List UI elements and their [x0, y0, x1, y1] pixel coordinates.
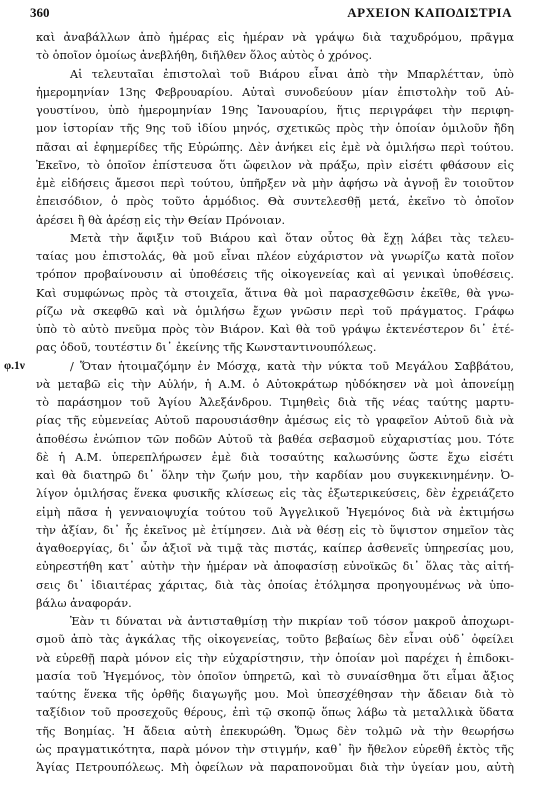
text-line: καὶ ἀναβάλλων ἀπὸ ἡμέρας εἰς ἡμέραν νὰ γράψω διὰ ταχυδρόμου, πρᾶγμα [36, 31, 514, 44]
page-header [30, 5, 512, 25]
running-title: ΑΡΧΕΙΟΝ ΚΑΠΟΔΙΣΤΡΙΑ [347, 5, 512, 20]
text-line: σμοῦ ἀπὸ τὰς ἀγκάλας τῆς οἰκογενείας, τοῦτο βεβαίως δὲν εἶναι οὐδ᾽ ὀφείλει [36, 633, 514, 647]
text-line: ταξίδιον τοῦ προσεχοῦς θέρους, ἐπὶ τῷ σκοπῷ ὅπως λάβω τὰ μεταλλικὰ ὕδατα [36, 706, 514, 720]
text-line: ρίας τῆς εὐμενείας Αὐτοῦ παρουσιάσθην ἀμέσως εἰς τὸ γραφεῖον Αὐτοῦ διὰ νὰ [36, 414, 514, 428]
text-line: ρας ὁδοῦ, τουτέστιν δι᾽ ἐκείνης τῆς Κωνσταντινουπόλεως. [36, 341, 377, 355]
text-line: λίγον ὁμιλήσας ἕνεκα φυσικῆς κλίσεως εἰς τὰς ἐξωτερικεύσεις, δὲν ἐχρειάζετο [36, 487, 514, 501]
text-line: Μετὰ τὴν ἄφιξιν τοῦ Βιάρου καὶ ὅταν οὗτος θὰ ἔχῃ λάβει τὰς τελευ- [70, 231, 514, 245]
text-line: τρόπον προβαίνουσιν αἱ ὑποθέσεις τῆς οἰκογενείας καὶ αἱ γενικαὶ ὑποθέσεις. [36, 268, 514, 282]
text-line: τὴν ἀξίαν, δι᾽ ἧς ἐκεῖνος μὲ ἐτίμησεν. Διὰ νὰ θέσῃ εἰς τὸ ὕψιστον σημεῖον τὰς [36, 523, 514, 537]
text-line: ρίζω νὰ σκεφθῶ καὶ νὰ ὁμιλήσω ἔχων γνῶσιν περὶ τοῦ πράγματος. Γράφω [36, 304, 514, 318]
text-line: Ἁγίας Πετρουπόλεως. Μὴ ὀφείλων νὰ παραπονοῦμαι διὰ τὴν ὑγείαν μου, αὐτὴ [36, 761, 514, 774]
text-line: ἡμερομηνίαν 13ης Φεβρουαρίου. Αὐταὶ συνοδεύουν μίαν ἐπιστολὴν τοῦ Αὐ- [36, 85, 514, 99]
text-line: ἐπεισόδιον, ὁ πρὸς τοῦτο ἁρμόδιος. Θὰ συντελεσθῇ μετά, ἐκεῖνο τὸ ὁποῖον [36, 195, 514, 209]
text-line: ἀγαθοεργίας, δι᾽ ὧν ἀξιοῖ νὰ τιμᾷ τὰς πιστάς, καίπερ ἀσθενεῖς ὑπηρεσίας μου, [36, 542, 514, 555]
text-line: μασία τοῦ Ἡγεμόνος, τὸν ὁποῖον ὑπηρετῶ, καὶ τὸ συναίσθημα ὅτι εἶμαι ἄξιος [36, 669, 514, 683]
text-line: δὲ ἡ Α.Μ. ὑπερεπλήρωσεν ἐμὲ διὰ τοσαύτης καλωσύνης ὥστε ἔχω εἰσέτι [36, 450, 514, 464]
text-line: σεις δι᾽ ἰδιαιτέρας χάριτας, διὰ τὰς ὁποίας ἐτόλμησα προηγουμένως νὰ ὑπο- [36, 578, 514, 592]
text-line: πᾶσαι αἱ ἐφημερίδες τῆς Εὐρώπης. Δὲν ἀνήκει εἰς ἐμὲ νὰ ὁμιλήσω περὶ τούτου. [36, 140, 514, 154]
text-line: βάλω ἀναφοράν. [36, 596, 132, 610]
text-line: Ἐὰν τι δύναται νὰ ἀντισταθμίσῃ τὴν πικρίαν τοῦ τόσον μακροῦ ἀποχωρι- [70, 615, 514, 628]
text-line: τὸ παράσημον τοῦ Ἁγίου Ἀλεξάνδρου. Τιμηθεὶς διὰ τῆς νέας ταύτης μαρτυ- [36, 396, 514, 409]
text-line: ὑπὸ τὸ αὐτὸ πνεῦμα πρὸς τὸν Βιάρον. Καὶ θὰ τοῦ γράψω ἐκτενέστερον δι᾽ ἑτέ- [36, 323, 514, 336]
text-line: ταίας μου ἐπιστολάς, θὰ μοῦ εἶναι πλέον εὐχάριστον νὰ γνωρίζω κατὰ ποῖον [36, 250, 514, 263]
text-line: νὰ μεταβῶ εἰς τὴν Αὐλήν, ἡ Α.Μ. ὁ Αὐτοκράτωρ ηὐδόκησεν νὰ μοὶ ἀπονείμῃ [36, 377, 514, 391]
text-line: ἀποθέσω ἐνώπιον τῶν ποδῶν Αὐτοῦ τὰ βαθέα σεβασμοῦ εὐχαριστίας μου. Τότε [36, 432, 514, 446]
text-line: ὡς πραγματικότητα, παρὰ μόνον τὴν στιγμήν, καθ᾽ ἣν ἤθελον εὑρεθῆ ἐκτὸς τῆς [36, 742, 514, 756]
text-line: εὐηρεστήθη κατ᾽ αὐτὴν τὴν ἡμέραν νὰ ἀποφασίσῃ εὐνοϊκῶς δι᾽ ὅλας τὰς αἰτή- [36, 560, 514, 574]
text-line: ἀρέσει ἢ θὰ ἀρέσῃ εἰς τὴν Θείαν Πρόνοιαν. [36, 213, 286, 227]
text-line: καὶ θὰ διατηρῶ δι᾽ ὅλην τὴν ζωήν μου, τὴν καρδίαν μου συγκεκινημένην. Ὀ- [36, 469, 514, 482]
text-line: ταύτης ἕνεκα τῆς ὀρθῆς διαγωγῆς μου. Μοὶ ὑπεσχέθησαν τὴν ἄδειαν διὰ τὸ [36, 688, 514, 701]
text-line: τῆς Βοημίας. Ἡ ἄδεια αὐτὴ ἐπεκυρώθη. Ὅμως δὲν τολμῶ νὰ τὴν θεωρήσω [36, 724, 514, 738]
text-line: μον ἱστορίαν τῆς 9ης τοῦ ἰδίου μηνός, σχετικῶς πρὸς τὴν ὁποίαν ὁμιλοῦν ἤδη [36, 122, 514, 136]
text-line: Αἱ τελευταῖαι ἐπιστολαὶ τοῦ Βιάρου εἶναι ἀπὸ τὴν Μπαρλέτταν, ὑπὸ [70, 67, 514, 81]
text-line: Καὶ συμφώνως πρὸς τὰ στοιχεῖα, ἅτινα θὰ μοὶ παρασχεθῶσιν ἐκεῖθε, θὰ γνω- [36, 286, 514, 300]
body-text [36, 29, 514, 777]
text-line: / Ὅταν ἡτοιμαζόμην ἐν Μόσχᾳ, κατὰ τὴν νύκτα τοῦ Μεγάλου Σαββάτου, [70, 359, 514, 373]
text-line: Ἐκεῖνο, τὸ ὁποῖον ἐπίστευσα ὅτι ὤφειλον νὰ πράξω, πρὶν εἰσέτι φθάσουν εἰς [36, 158, 514, 172]
page-number: 360 [30, 5, 50, 20]
text-line: εἰμὴ πᾶσα ἡ γενναιοψυχία τούτου τοῦ Ἀγγελικοῦ Ἡγεμόνος διὰ νὰ ἐκτιμήσω [36, 505, 514, 519]
text-line: ἐμὲ εἰδήσεις ἄμεσοι περὶ τούτου, ὑπῆρξεν νὰ μὴν ἀφήσω νὰ ἀγνοῇ ἓν τοιοῦτον [36, 177, 514, 190]
text-line: γουστίνου, ὑπὸ ἡμερομηνίαν 19ης Ἰανουαρίου, ἥτις περιγράφει τὴν περιφη- [36, 104, 514, 117]
folio-margin-note: φ.1ν [4, 359, 25, 372]
text-line: τὸ ὁποῖον ὁμοίως ἀνεβλήθη, διῆλθεν ὅλος αὐτὸς ὁ χρόνος. [36, 49, 373, 63]
text-line: νὰ εὑρεθῇ παρὰ μόνον εἰς τὴν εὐχαρίστησιν, τὴν ὁποίαν μοὶ παρέχει ἡ ἐπιδοκι- [36, 651, 514, 665]
